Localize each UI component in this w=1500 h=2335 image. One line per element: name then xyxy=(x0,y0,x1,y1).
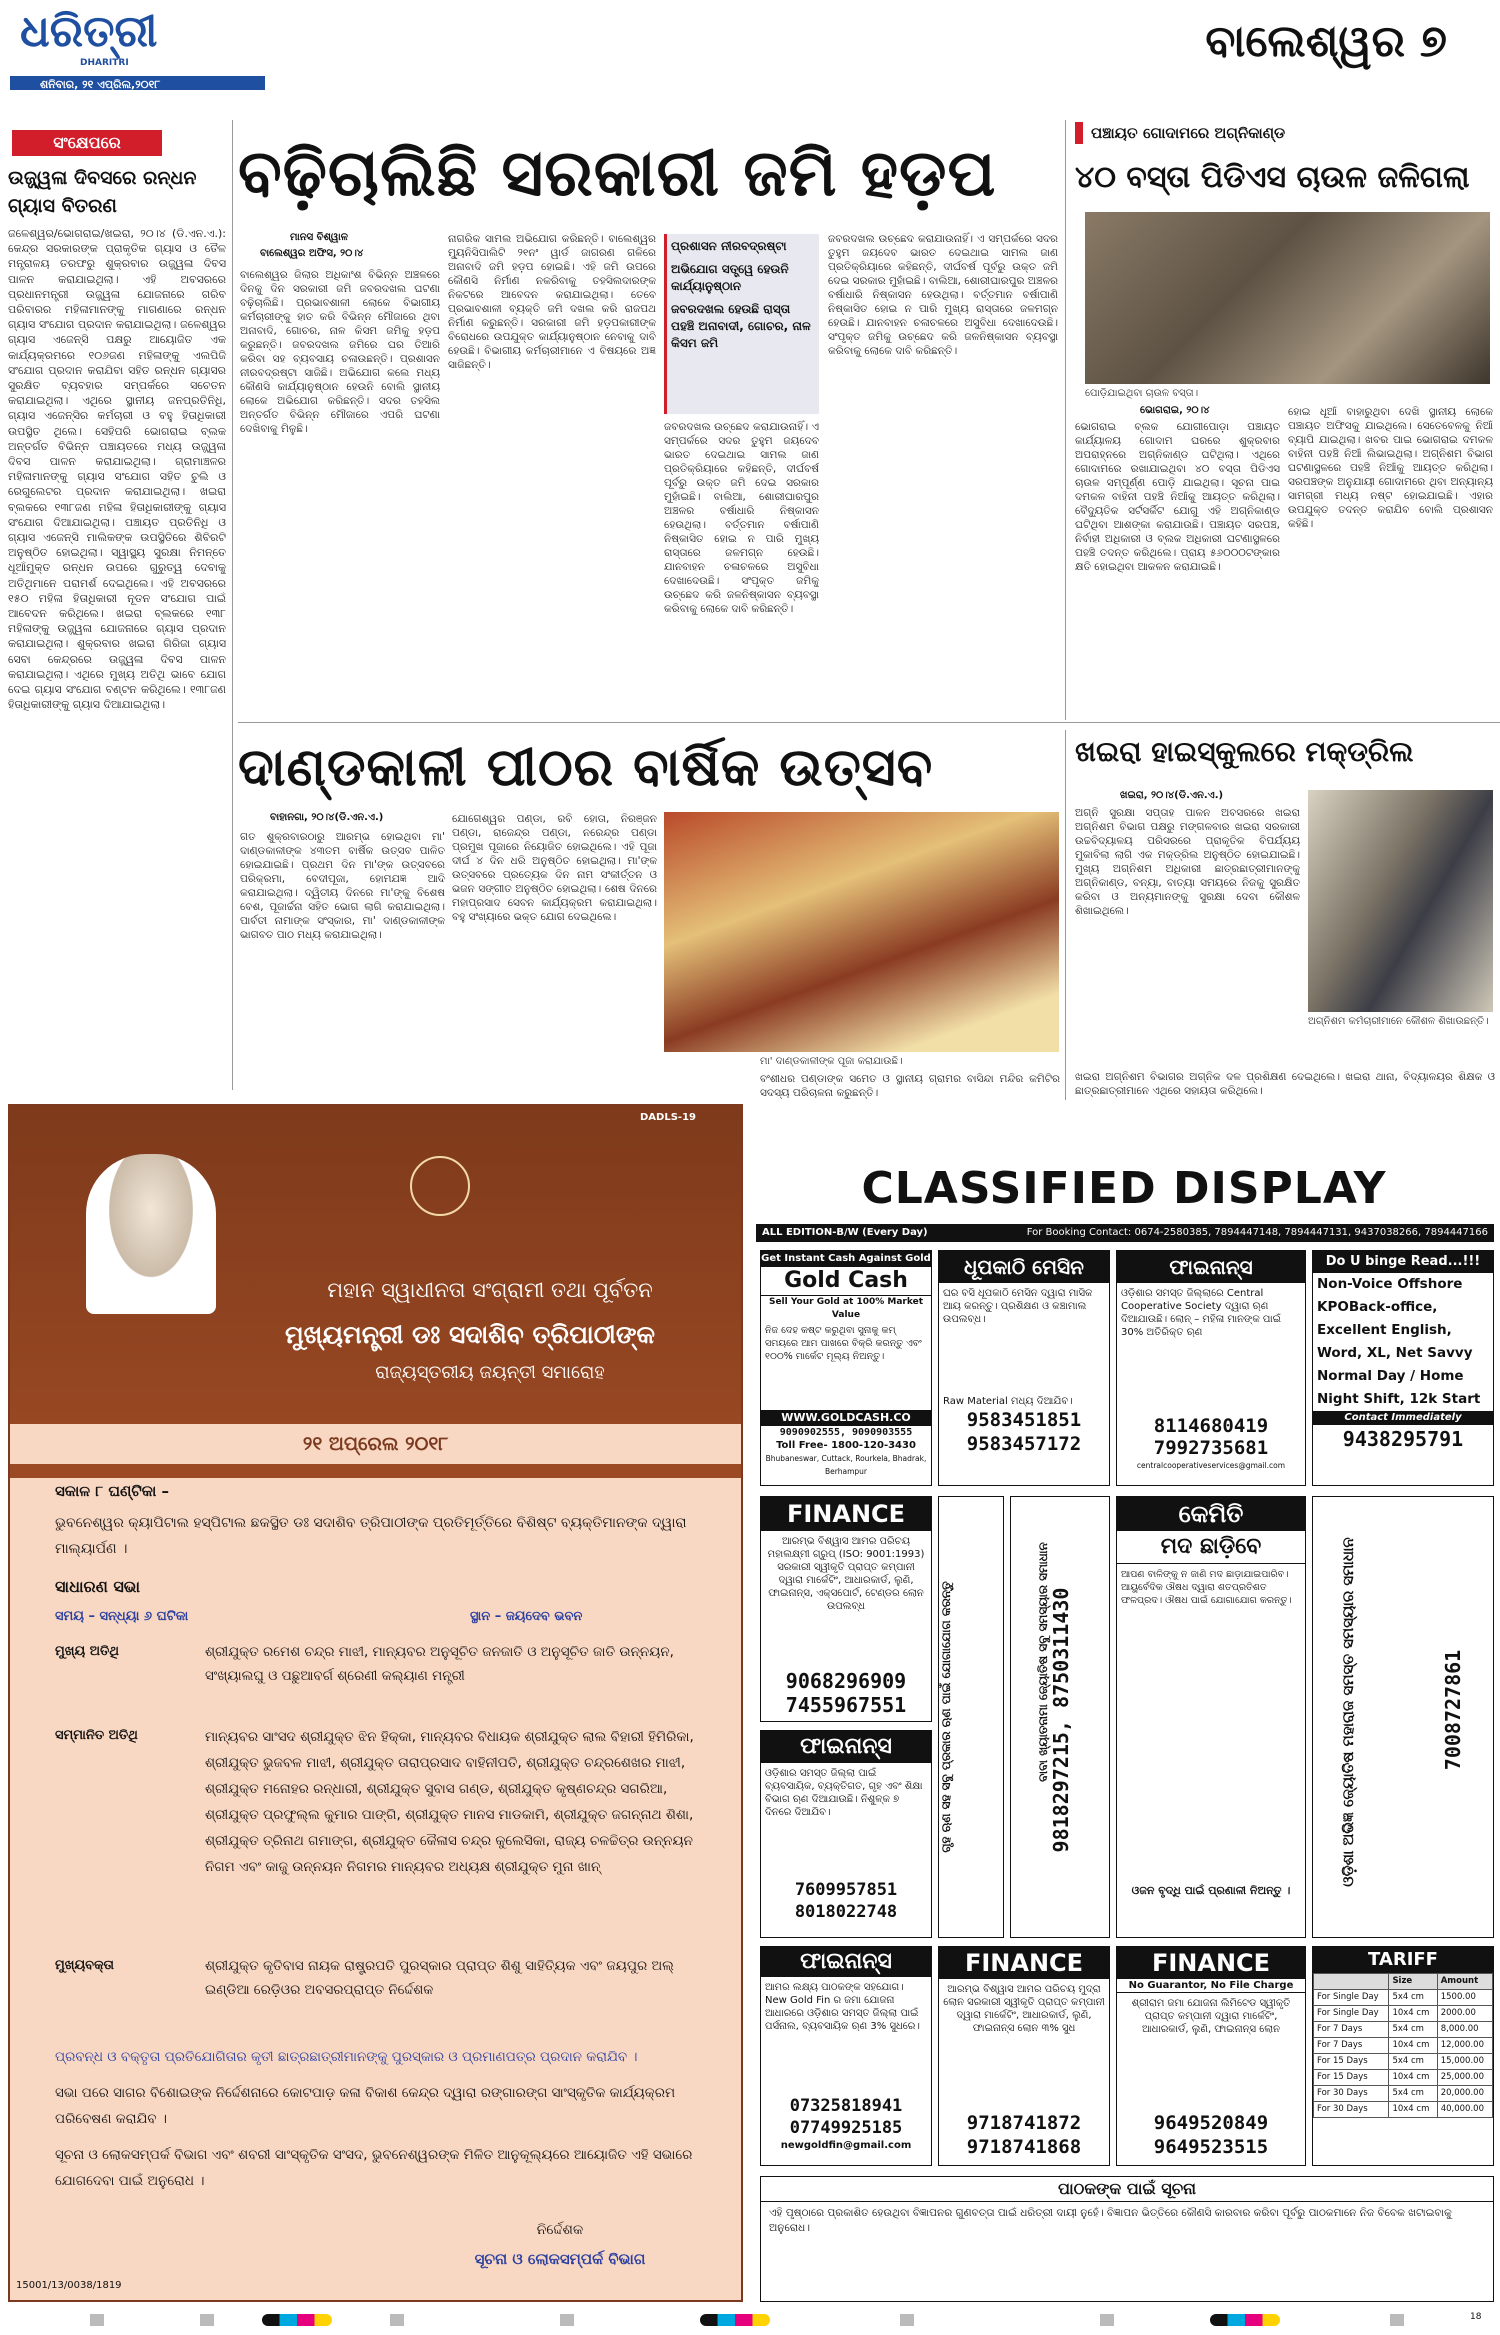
ad-phone: 9818297215, 8750311430 xyxy=(1049,1587,1073,1853)
govt-ad-date: ୨୧ ଅପ୍ରେଲ ୨୦୧୮ xyxy=(10,1424,741,1464)
ad-contact: Contact Immediately xyxy=(1313,1411,1493,1425)
temple-col1: ଗତ ଶୁକ୍ରବାରଠାରୁ ଆରମ୍ଭ ହୋଇଥିବା ମା' ଦାଣ୍ଡକାଳୀଙ୍କ ୪୩ତମ ବାର୍ଷିକ ଉତ୍ସବ ପାଳିତ ହୋଇଯାଇଛି। ପ୍ରଥମ ଦିନ ମା'ଙ୍କ ଉତ୍ସବରେ ପରିକ୍ରମା, ବେଦୀପୂଜା, ହୋମଯଜ୍ଞ ଆଦି କରାଯାଇଥିଲା। ଦ୍ୱିତୀୟ ଦିନରେ ମା'ଙ୍କୁ ବିଶେଷ ବେଶ, ପୂଜାର୍ଚ୍ଚନା ସହିତ ଭୋଗ ଲାଗି କରାଯାଇଥିଲା। ପାର୍ବତୀ ନାମାଙ୍କ ସଂସ୍କାର, ମା' ଦାଣ୍ଡକାଳୀଙ୍କ ଭାଗବତ ପାଠ ମଧ୍ୟ କରାଯାଇଥିଲା। xyxy=(240,831,445,941)
ad-title: Gold Cash xyxy=(761,1267,931,1296)
ad-finance-5 xyxy=(1116,1946,1306,2166)
ad-vertical-2 xyxy=(1010,1496,1110,1938)
page-number: ୭ xyxy=(1420,16,1447,67)
ad-phone: 7008727861 xyxy=(1441,1649,1465,1771)
table-cell: For Single Day xyxy=(1314,1990,1389,2006)
ad-head: ଧୂପକାଠି ମେସିନ xyxy=(939,1251,1109,1283)
highlight-item: ଜବରଦଖଲ ହେଉଛି ରାସ୍ତା ପହଞ୍ଚି ଅନାବାଦୀ, ଗୋଚର, ନାଳ କିସମ ଜମି xyxy=(671,302,811,350)
logo: ଧରିତ୍ରୀ xyxy=(20,6,158,57)
color-bar xyxy=(700,2314,770,2326)
note3: ସୂଚନା ଓ ଲୋକସମ୍ପର୍କ ବିଭାଗ ଏବଂ ଶବରୀ ସାଂସ୍କୃତିକ ସଂସଦ, ଭୁବନେଶ୍ୱରଙ୍କ ମିଳିତ ଆନୁକୂଲ୍ୟରେ ଆୟୋଜିତ ଏହି ସଭାରେ ଯୋଗଦେବା ପାଇଁ ଅନୁରୋଧ । xyxy=(55,2147,693,2189)
lead-highlights xyxy=(664,234,819,414)
ad-tollfree: Toll Free- 1800-120-3430 xyxy=(776,1440,916,1451)
drill-body: ଅଗ୍ନି ସୁରକ୍ଷା ସପ୍ତାହ ପାଳନ ଅବସରରେ ଖଇରା ଅଗ୍ନିଶମ ବିଭାଗ ପକ୍ଷରୁ ମଙ୍ଗଳବାର ଖଇରା ସରକାରୀ ଉଚ୍ଚବିଦ୍ୟାଳୟ ପରିସରରେ ପ୍ରାକୃତିକ ବିପର୍ଯ୍ୟୟ ମୁକାବିଲା ଲାଗି ଏକ ମକ୍‌ଡ୍ରିଲ ଅନୁଷ୍ଠିତ ହୋଇଯାଇଛି। ମୁଖ୍ୟ ଅଗ୍ନିଶମ ଅଧିକାରୀ ଛାତ୍ରଛାତ୍ରୀମାନଙ୍କୁ ଅଗ୍ନିକାଣ୍ଡ, ବନ୍ୟା, ବାତ୍ୟା ସମୟରେ ନିଜକୁ ସୁରକ୍ଷିତ କରିବା ଓ ଅନ୍ୟମାନଙ୍କୁ ସୁରକ୍ଷା ଦେବା କୌଶଳ ଶିଖାଇଥିଲେ। xyxy=(1075,807,1300,917)
masthead xyxy=(0,0,1500,90)
ad-body: ନିଜ ଦେହ କଷ୍ଟ କରୁଥିବା ସୁନାକୁ କମ୍ ସମୟରେ ଆମ ପାଖରେ ବିକ୍ରି କରନ୍ତୁ ଏବଂ ୧୦୦% ମାର୍କେଟ ମୂଲ୍ୟ ନିଅନ୍ତୁ। xyxy=(765,1325,922,1362)
meeting-label: ସାଧାରଣ ସଭା xyxy=(55,1577,141,1596)
ad-body: ଘର ବସି ଧୂପକାଠି ମେସିନ ଦ୍ୱାରା ମାସିକ ଆୟ କରନ୍ତୁ। ପ୍ରଶିକ୍ଷଣ ଓ କଞ୍ଚାମାଲ ଉପଲବ୍ଧ। xyxy=(943,1288,1093,1325)
ad-cities: Bhubaneswar, Cuttack, Rourkela, Bhadrak, Berhampur xyxy=(765,1454,927,1476)
table-cell: 8,000.00 xyxy=(1437,2022,1492,2038)
signoff2: ସୂଚନା ଓ ଲୋକସମ୍ପର୍କ ବିଭାଗ xyxy=(474,2250,646,2268)
color-bar xyxy=(262,2314,332,2326)
ad-vertical-text: ବାବା ଖ୍ୟାତନାମା ଜ୍ୟୋତିଷ ସବୁ ସମସ୍ୟାର ସମାଧାନ xyxy=(1036,1542,1050,1782)
ad-line: Word, XL, Net Savvy xyxy=(1317,1345,1473,1361)
table-cell: 5x4 cm xyxy=(1389,2054,1437,2070)
drill-dateline: ଖଇରା, ୨୦।୪(ଡି.ଏନ.ଏ.) xyxy=(1120,790,1224,801)
reader-notice xyxy=(760,2176,1494,2302)
ad-phone: 9583457172 xyxy=(966,1433,1082,1455)
drill-tail: ଖଇରା ଅଗ୍ନିଶମ ବିଭାଗର ଅଗ୍ନିକ ଦଳ ପ୍ରଶିକ୍ଷଣ ଦେଇଥିଲେ। ଖଇରା ଥାନା, ବିଦ୍ୟାଳୟର ଶିକ୍ଷକ ଓ ଛାତ୍ରଛାତ୍ରୀମାନେ ଏଥିରେ ସହାୟତା କରିଥିଲେ। xyxy=(1075,1071,1495,1097)
ad-line: Sell Your Gold at 100% Market Value xyxy=(768,1297,924,1320)
drill-headline: ଖଇରା ହାଇସ୍କୁଲରେ ମକ୍‌ଡ୍ରିଲ xyxy=(1075,735,1414,768)
table-cell: 2000.00 xyxy=(1437,2006,1492,2022)
table-row xyxy=(1314,2086,1493,2102)
ad-finance-coop xyxy=(1116,1250,1306,1486)
ad-dhoop-machine xyxy=(938,1250,1110,1486)
table-cell: For 15 Days xyxy=(1314,2070,1389,2086)
govt-ad-code: DADLS-19 xyxy=(640,1112,696,1123)
table-row xyxy=(1314,1990,1493,2006)
table-cell: 5x4 cm xyxy=(1389,2022,1437,2038)
ad-email: centralcooperativeservices@gmail.com xyxy=(1136,1461,1286,1470)
ad-head: ଫାଇନାନ୍ସ xyxy=(761,1947,931,1977)
ad-phone: 9438295791 xyxy=(1342,1427,1464,1451)
table-cell: 1500.00 xyxy=(1437,1990,1492,2006)
table-row xyxy=(1314,2102,1493,2118)
ad-head: Do U binge Read...!!! xyxy=(1313,1251,1493,1273)
ad-line: KPOBack-office, xyxy=(1317,1299,1438,1315)
fire-headline: ୪୦ ବସ୍ତା ପିଡିଏସ ଚାଉଳ ଜଳିଗଲା xyxy=(1075,160,1470,195)
brief-tag: ସଂକ୍ଷେପରେ xyxy=(12,130,162,156)
classified-title: CLASSIFIED DISPLAY xyxy=(861,1163,1387,1214)
table-cell: 40,000.00 xyxy=(1437,2102,1492,2118)
ad-vertical-text: ଗୃହ ଋଣ ସହ ସବୁ ପ୍ରକାର ଋଣ ପାଇଁ ଯୋଗାଯୋଗ କରନ୍ତୁ xyxy=(939,1581,953,1853)
edition-name: ବାଲେଶ୍ୱର xyxy=(1205,16,1405,67)
ad-footer: ଓଜନ ବୃଦ୍ଧି ପାଇଁ ପ୍ରଣାଳୀ ନିଅନ୍ତୁ । xyxy=(1131,1884,1291,1897)
ad-head: Get Instant Cash Against Gold xyxy=(761,1251,931,1267)
rule xyxy=(1065,120,1066,720)
lead-col1: ବାଲେଶ୍ୱର ଜିଲାର ଅଧିକାଂଶ ବିଭିନ୍ନ ଅଞ୍ଚଳରେ ଦିନକୁ ଦିନ ସରକାରୀ ଜମି ଜବରଦଖଲ ଘଟଣା ବଢ଼ିଚାଲିଛି। ପ୍ରଭାବଶାଳୀ ଲୋକେ ବିଭାଗୀୟ କର୍ମଚାରୀଙ୍କୁ ହାତ କରି ବିଭିନ୍ନ ମୌଜାରେ ଥିବା ଅନାବାଦି, ଗୋଚର, ନାଳ କିସମ ଜମିକୁ ହଡ଼ପ କରୁଛନ୍ତି। ଜବରଦଖଲ ଜମିରେ ଘର ତିଆରି କରିବା ସହ ବ୍ୟବସାୟ ଚଳାଉଛନ୍ତି। ପ୍ରଶାସନ ନୀରବଦ୍ରଷ୍ଟା ସାଜିଛି। ଅଭିଯୋଗ କଲେ ମଧ୍ୟ କୌଣସି କାର୍ଯ୍ୟାନୁଷ୍ଠାନ ହେଉନି ବୋଲି ସ୍ଥାନୀୟ ଲୋକେ ଅଭିଯୋଗ କରିଛନ୍ତି। ସଦର ତହସିଲ ଅନ୍ତର୍ଗତ ବିଭିନ୍ନ ମୌଜାରେ ଏପରି ଘଟଣା ଦେଖିବାକୁ ମିଳୁଛି। xyxy=(240,269,440,435)
temple-photo xyxy=(664,812,1059,1052)
ad-phone: 7609957851 xyxy=(794,1880,898,1900)
morning-label: ସକାଳ ୮ ଘଣ୍ଟିକା – xyxy=(55,1482,169,1500)
rule xyxy=(238,722,1500,723)
brief-body: ଜଳେଶ୍ୱର/ଭୋଗରାଇ/ଖଇରା, ୨୦।୪ (ଡି.ଏନ.ଏ.): କେନ୍ଦ୍ର ସରକାରଙ୍କ ପ୍ରାକୃତିକ ଗ୍ୟାସ ଓ ତୈଳ ମନ୍ତ୍ରାଳୟ ତରଫରୁ ଶୁକ୍ରବାର ଉଜ୍ଜ୍ୱଳା ଦିବସ ପାଳନ କରାଯାଇଥିଲା। ଏହି ଅବସରରେ ପ୍ରଧାନମନ୍ତ୍ରୀ ଉଜ୍ଜ୍ୱଳା ଯୋଜନାରେ ଗରିବ ପରିବାରର ମହିଳାମାନଙ୍କୁ ମାଗଣାରେ ରନ୍ଧନ ଗ୍ୟାସ ସଂଯୋଗ ପ୍ରଦାନ କରାଯାଇଥିଲା। ଜଳେଶ୍ୱର ଗ୍ୟାସ ଏଜେନ୍ସି ପକ୍ଷରୁ ଆୟୋଜିତ ଏକ କାର୍ଯ୍ୟକ୍ରମରେ ୧୦୬ଜଣ ମହିଳାଙ୍କୁ ଏଲପିଜି ସଂଯୋଗ ପ୍ରଦାନ କରାଯିବା ସହିତ ରନ୍ଧନ ଗ୍ୟାସର ସୁରକ୍ଷିତ ବ୍ୟବହାର ସମ୍ପର୍କରେ ସଚେତନ କରାଯାଇଥିଲା। ଏଥିରେ ସ୍ଥାନୀୟ ଜନପ୍ରତିନିଧି, ଗ୍ୟାସ ଏଜେନ୍ସିର କର୍ମଚାରୀ ଓ ବହୁ ହିତାଧିକାରୀ ଉପସ୍ଥିତ ଥିଲେ। ସେହିପରି ଭୋଗରାଇ ବ୍ଲକ ଅନ୍ତର୍ଗତ ବିଭିନ୍ନ ପଞ୍ଚାୟତରେ ମଧ୍ୟ ଉଜ୍ଜ୍ୱଳା ଦିବସ ପାଳନ କରାଯାଇଥିଲା। ଗ୍ରାମାଞ୍ଚଳର ମହିଳାମାନଙ୍କୁ ଗ୍ୟାସ ସଂଯୋଗ ସହିତ ଚୁଲି ଓ ରେଗୁଲେଟର ପ୍ରଦାନ କରାଯାଇଥିଲା। ଖଇରା ବ୍ଲକରେ ୧୩୮ଜଣ ମହିଳା ହିତାଧିକାରୀଙ୍କୁ ଗ୍ୟାସ ସଂଯୋଗ ଦିଆଯାଇଥିଲା। ପଞ୍ଚାୟତ ପ୍ରତିନିଧି ଓ ଗ୍ୟାସ ଏଜେନ୍ସି ମାଲିକଙ୍କ ଉପସ୍ଥିତିରେ ଶିବିରଟି ଅନୁଷ୍ଠିତ ହୋଇଥିଲା। ସ୍ୱାସ୍ଥ୍ୟ ସୁରକ୍ଷା ନିମନ୍ତେ ଧୂଆଁମୁକ୍ତ ରନ୍ଧନ ଉପରେ ଗୁରୁତ୍ୱ ଦେବାକୁ ଅତିଥିମାନେ ପରାମର୍ଶ ଦେଇଥିଲେ। ଏହି ଅବସରରେ ୧୫୦ ମହିଳା ହିତାଧିକାରୀ ନୂତନ ସଂଯୋଗ ପାଇଁ ଆବେଦନ କରିଥିଲେ। ଖଇରା ବ୍ଲକରେ ୧୩୮ ମହିଳାଙ୍କୁ ଉଜ୍ଜ୍ୱଳା ଯୋଜନାରେ ଗ୍ୟାସ ପ୍ରଦାନ କରାଯାଇଥିଲା। ଶୁକ୍ରବାର ଖଇରା ଗିରିଜା ଗ୍ୟାସ ସେବା କେନ୍ଦ୍ରରେ ଉଜ୍ଜ୍ୱଳା ଦିବସ ପାଳନ କରାଯାଇଥିଲା। ଏଥିରେ ମୁଖ୍ୟ ଅତିଥି ଭାବେ ଯୋଗ ଦେଇ ଗ୍ୟାସ ସଂଯୋଗ ବଣ୍ଟନ କରିଥିଲେ। ୧୩୮ଜଣ ହିତାଧିକାରୀଙ୍କୁ ଗ୍ୟାସ ଦିଆଯାଇଥିଲା। xyxy=(8,227,226,712)
highlight-item: ଅଭିଯୋଗ ସତ୍ତ୍ୱେ ହେଉନି କାର୍ଯ୍ୟାନୁଷ୍ଠାନ xyxy=(671,262,789,293)
table-row xyxy=(1314,1974,1493,1990)
register-mark xyxy=(90,2314,104,2326)
ad-phone: 9718741872 xyxy=(966,2112,1082,2134)
table-row xyxy=(1314,2006,1493,2022)
ad-line: Non-Voice Offshore xyxy=(1317,1276,1463,1292)
ad-line: Normal Day / Home xyxy=(1317,1368,1464,1384)
temple-headline: ଦାଣ୍ଡକାଳୀ ପୀଠର ବାର୍ଷିକ ଉତ୍ସବ xyxy=(238,738,934,798)
ad-vertical-1 xyxy=(938,1496,1004,1938)
table-cell: For 7 Days xyxy=(1314,2022,1389,2038)
tariff-title: TARIFF xyxy=(1313,1947,1493,1973)
edition-label: ALL EDITION-B/W (Every Day) xyxy=(762,1227,928,1238)
lead-col2: ନାଗରିକ ସାମଲ ଅଭିଯୋଗ କରିଛନ୍ତି। ବାଲେଶ୍ୱର ମ୍ୟୁନିସିପାଲିଟି ୨୧ନଂ ୱାର୍ଡ ଜାଗରଣ ଗଳିରେ ଅନାବାଦି ଜମି ହଡ଼ପ ହୋଇଛି। ଏହି ଜମି ଉପରେ କୌଣସି ନିର୍ମାଣ ନକରିବାକୁ ତହସିଲଦାରଙ୍କ ନିକଟରେ ଆବେଦନ କରାଯାଇଥିଲା। ତେବେ ପ୍ରଭାବଶାଳୀ ବ୍ୟକ୍ତି ଜମି ଦଖଲ କରି ରାଜପଥ ନିର୍ମାଣ କରୁଛନ୍ତି। ସରକାରୀ ଜମି ହଡ଼ପକାରୀଙ୍କ ବିରୋଧରେ ଉପଯୁକ୍ତ କାର୍ଯ୍ୟାନୁଷ୍ଠାନ ନେବାକୁ ଦାବି ହେଉଛି। ବିଭାଗୀୟ କର୍ମଚାରୀମାନେ ଏ ବିଷୟରେ ଅଜ୍ଞ ସାଜିଛନ୍ତି। xyxy=(448,233,656,371)
govt-ad-title3: ରାଜ୍ୟସ୍ତରୀୟ ଜୟନ୍ତୀ ସମାରୋହ xyxy=(375,1362,605,1383)
ad-body: ଆରମ୍ଭ ବିଶ୍ୱାସ ଆମର ପରିଚୟ ମହାଲକ୍ଷ୍ମୀ ଗ୍ରୁପ୍ (ISO: 9001:1993) ସରକାରୀ ସ୍ୱୀକୃତି ପ୍ରାପ୍ତ କମ୍ପାନୀ ଦ୍ୱାରା ମାର୍କେଟିଂ, ଆଧାରକାର୍ଡ, ଲୁଣି, ଫାଇନାନ୍ସ, ଏକ୍ସପୋର୍ଟ, ଟେଣ୍ଡର ଲୋନ ଉପଲବ୍ଧ xyxy=(767,1536,925,1612)
ad-head: FINANCE xyxy=(1117,1947,1305,1979)
ad-sub: No Guarantor, No File Charge xyxy=(1117,1979,1305,1993)
ad-phone: 9649523515 xyxy=(1153,2136,1269,2158)
ad-head: FINANCE xyxy=(939,1947,1109,1979)
notice-text: ଏହି ପୃଷ୍ଠାରେ ପ୍ରକାଶିତ ହେଉଥିବା ବିଜ୍ଞାପନର ଗୁଣବତ୍ତା ପାଇଁ ଧରିତ୍ରୀ ଦାୟୀ ନୁହେଁ। ବିଜ୍ଞାପନ ଭିତ୍ତିରେ କୌଣସି କାରବାର କରିବା ପୂର୍ବରୁ ପାଠକମାନେ ନିଜ ବିବେକ ଖଟାଇବାକୁ ଅନୁରୋଧ। xyxy=(769,2207,1452,2234)
ad-phone: 7992735681 xyxy=(1153,1437,1269,1459)
ad-line: Night Shift, 12k Start xyxy=(1317,1391,1481,1407)
register-mark xyxy=(390,2314,404,2326)
note1: ପ୍ରବନ୍ଧ ଓ ବକ୍ତୃତା ପ୍ରତିଯୋଗିତାର କୃତୀ ଛାତ୍ରଛାତ୍ରୀମାନଙ୍କୁ ପୁରସ୍କାର ଓ ପ୍ରମାଣପତ୍ର ପ୍ରଦାନ କରାଯିବ । xyxy=(55,2049,638,2065)
register-mark xyxy=(900,2314,914,2326)
table-row xyxy=(1314,2070,1493,2086)
table-row xyxy=(1314,2054,1493,2070)
register-mark xyxy=(560,2314,574,2326)
ad-phone: 07325818941 xyxy=(789,2096,903,2116)
rule xyxy=(1065,730,1066,1100)
brief-headline: ଉଜ୍ଜ୍ୱଳା ଦିବସରେ ରନ୍ଧନ ଗ୍ୟାସ ବିତରଣ xyxy=(8,167,197,217)
logo-sub: DHARITRI xyxy=(80,58,129,68)
ad-email: newgoldfin@gmail.com xyxy=(780,2140,912,2151)
honored-label: ସମ୍ମାନିତ ଅତିଥି xyxy=(55,1728,138,1743)
fire-caption: ପୋଡ଼ିଯାଇଥିବା ଚାଉଳ ବସ୍ତା। xyxy=(1085,388,1199,399)
ad-finance-3 xyxy=(760,1946,932,2166)
table-cell: For 7 Days xyxy=(1314,2038,1389,2054)
lead-dateline: ବାଲେଶ୍ୱର ଅଫିସ, ୨୦।୪ xyxy=(260,248,364,259)
fire-kicker: ପଞ୍ଚାୟତ ଗୋଦାମରେ ଅଗ୍ନିକାଣ୍ଡ xyxy=(1075,122,1485,144)
ad-finance-2 xyxy=(760,1730,932,1938)
table-header xyxy=(1314,1974,1389,1990)
ad-quit-liquor xyxy=(1116,1496,1306,1938)
table-cell: 20,000.00 xyxy=(1437,2086,1492,2102)
table-cell: 25,000.00 xyxy=(1437,2070,1492,2086)
ad-body: ଆପଣ ବାଳିଙ୍କୁ ନ ଜାଣି ମଦ ଛାଡ଼ାଯାଇପାରିବ। ଆୟୁର୍ବେଦିକ ଔଷଧ ଦ୍ୱାରା ଶତପ୍ରତିଶତ ଫଳପ୍ରଦ। ଔଷଧ ପାଇଁ ଯୋଗାଯୋଗ କରନ୍ତୁ। xyxy=(1121,1569,1292,1606)
emblem-icon xyxy=(410,1156,470,1216)
fire-photo xyxy=(1085,212,1490,384)
ad-finance-4 xyxy=(938,1946,1110,2166)
table-header: Amount xyxy=(1437,1974,1492,1990)
ad-head: ଫାଇନାନ୍ସ xyxy=(1117,1251,1305,1283)
ad-body: ଆରମ୍ଭ ବିଶ୍ୱାସ ଆମର ପରିଚୟ ମୁଦ୍ରା ଲୋନ ସରକାରୀ ସ୍ୱୀକୃତି ପ୍ରାପ୍ତ କମ୍ପାନୀ ଦ୍ୱାରା ମାର୍କେଟିଂ, ଆଧାରକାର୍ଡ, ଲୁଣି, ଫାଇନାନ୍ସ ଲୋନ ୩% ସୁଧ xyxy=(943,1984,1105,2034)
speaker-label: ମୁଖ୍ୟବକ୍ତା xyxy=(55,1958,114,1973)
ad-raw: Raw Material ମଧ୍ୟ ଦିଆଯିବ। xyxy=(943,1396,1073,1407)
note2: ସଭା ପରେ ସାଗର ବିଶୋଇଙ୍କ ନିର୍ଦ୍ଦେଶନାରେ କୋଟପାଡ଼ କଳା ବିକାଶ କେନ୍ଦ୍ର ଦ୍ୱାରା ରଙ୍ଗାରଙ୍ଗ ସାଂସ୍କୃତିକ କାର୍ଯ୍ୟକ୍ରମ ପରିବେଷଣ କରାଯିବ । xyxy=(55,2085,676,2127)
chief-label: ମୁଖ୍ୟ ଅତିଥି xyxy=(55,1644,119,1659)
table-row xyxy=(1314,2038,1493,2054)
color-bar xyxy=(1210,2314,1280,2326)
tariff-box xyxy=(1312,1946,1494,2166)
ad-line: Excellent English, xyxy=(1317,1322,1452,1338)
lead-col4: ଜବରଦଖଲ ଉଚ୍ଛେଦ କରାଯାଉନାହିଁ। ଏ ସମ୍ପର୍କରେ ସଦର ତୁହୁମ ଜୟଦେବ ଭାରତ ଦେଇଥାଇ ସାମଲ ଜାଣ ପ୍ରତିକ୍ରିୟାରେ କହିଛନ୍ତି, ଦୀର୍ଘବର୍ଷ ପୂର୍ବରୁ ଉକ୍ତ ଜମି ଦେଇ ସରକାର ମୁହାଁଇଛି। ବାଲିଆ, ଶୋରୀଘାରପୁର ଅଞ୍ଚଳର ବର୍ଷାଧାରି ନିଷ୍କାସନ ହେଉଥିଲା। ବର୍ତ୍ତମାନ ବର୍ଷାପାଣି ନିଷ୍କାସିତ ହୋଇ ନ ପାରି ମୁଖ୍ୟ ରାସ୍ତାରେ ଜଳମଗ୍ନ ହେଉଛି। ଯାନବାହନ ଚଳାଚଳରେ ଅସୁବିଧା ଦେଖାଦେଉଛି। ସଂପୃକ୍ତ ଜମିକୁ ଉଚ୍ଛେଦ କରି ଜଳନିଷ୍କାସନ ବ୍ୟବସ୍ଥା କରିବାକୁ ଲୋକେ ଦାବି କରିଛନ୍ତି। xyxy=(828,233,1058,357)
time-label: ସମୟ – ସନ୍ଧ୍ୟା ୬ ଘଟିକା xyxy=(55,1609,189,1624)
table-cell: 12,000.00 xyxy=(1437,2038,1492,2054)
ad-phone: 9090902555, 9090903555 xyxy=(779,1427,913,1438)
ad-phone: 9718741868 xyxy=(966,2136,1082,2158)
ad-vertical-text: ଓଡ଼ିଶା ଅଭିଜ୍ଞ ଜ୍ୟୋତିଷ ମହାରାଜ ସମସ୍ତ ସମସ୍ୟାର ସମାଧାନ xyxy=(1339,1537,1357,1887)
table-cell: 5x4 cm xyxy=(1389,1990,1437,2006)
lead-headline: ବଢ଼ିଚାଲିଛି ସରକାରୀ ଜମି ହଡ଼ପ xyxy=(238,137,997,211)
notice-title: ପାଠକଙ୍କ ପାଇଁ ସୂଚନା xyxy=(761,2177,1493,2202)
ad-phone: 07749925185 xyxy=(789,2118,903,2138)
morning-text: ଭୁବନେଶ୍ୱର କ୍ୟାପିଟାଲ ହସ୍ପିଟାଲ ଛକସ୍ଥିତ ଡଃ ସଦାଶିବ ତ୍ରିପାଠୀଙ୍କ ପ୍ରତିମୂର୍ତ୍ତିରେ ବିଶିଷ୍ଟ ବ୍ୟକ୍ତିମାନଙ୍କ ଦ୍ୱାରା ମାଲ୍ୟାର୍ପଣ । xyxy=(55,1515,687,1557)
govt-ad xyxy=(8,1104,743,2302)
signoff1: ନିର୍ଦ୍ଦେଶକ xyxy=(536,2222,584,2238)
ad-body: ଓଡ଼ିଶାର ସମସ୍ତ ଜିଲ୍ଲାରେ Central Cooperative Society ଦ୍ୱାରା ଋଣ ଦିଆଯାଉଛି। ଲୋନ୍ – ମହିଳା ମାନଙ୍କ ପାଇଁ 30% ଅତିରିକ୍ତ ଋଣ xyxy=(1121,1288,1281,1338)
ad-head: କେମିତି xyxy=(1117,1497,1305,1531)
temple-tail: ବଂଶୀଧର ପଣ୍ଡାଙ୍କ ସମେତ ଓ ସ୍ଥାନୀୟ ଗ୍ରାମର ବାସିନ୍ଦା ମନ୍ଦିର କମିଟିର ସଦସ୍ୟ ପରିଚାଳନା କରୁଛନ୍ତି। xyxy=(760,1073,1060,1099)
fire-body2: ହୋଇ ଧୂଆଁ ବାହାରୁଥିବା ଦେଖି ସ୍ଥାନୀୟ ଲୋକେ ପଞ୍ଚାୟତ ଅଫିସକୁ ଯାଇଥିଲେ। ସେତେବେଳକୁ ନିଆଁ ବ୍ୟାପି ଯାଇଥିଲା। ଖବର ପାଇ ଭୋଗରାଇ ଦମକଳ ବାହିନୀ ପହଞ୍ଚି ନିଆଁ ଲିଭାଇଥିଲା। ଅଗ୍ନିଶମ ବିଭାଗ ଘଟଣାସ୍ଥଳରେ ପହଞ୍ଚି ନିଆଁକୁ ଆୟତ୍ତ କରିଥିଲା। ସରପଞ୍ଚଙ୍କ ଅନୁଯାୟୀ ଗୋଦାମରେ ଥିବା ଅନ୍ୟାନ୍ୟ ସାମଗ୍ରୀ ମଧ୍ୟ ନଷ୍ଟ ହୋଇଯାଇଛି। ଏହାର ଉପଯୁକ୍ତ ତଦନ୍ତ କରାଯିବ ବୋଲି ପ୍ରଶାସନ କହିଛି। xyxy=(1288,406,1493,530)
ad-head: ଫାଇନାନ୍ସ xyxy=(761,1731,931,1763)
footer xyxy=(0,2310,1500,2335)
honored-text: ମାନ୍ୟବର ସାଂସଦ ଶ୍ରୀଯୁକ୍ତ ଝିନ ହିକ୍କା, ମାନ୍ୟବର ବିଧାୟକ ଶ୍ରୀଯୁକ୍ତ ଲାଲ ବିହାରୀ ହିମିରିକା, ଶ୍ରୀଯୁକ୍ତ ଭୁଜବଳ ମାଝୀ, ଶ୍ରୀଯୁକ୍ତ ତାରାପ୍ରସାଦ ବାହିନୀପତି, ଶ୍ରୀଯୁକ୍ତ ଚନ୍ଦ୍ରଶେଖର ମାଝୀ, ଶ୍ରୀଯୁକ୍ତ ମନୋହର ରନ୍ଧାରୀ, ଶ୍ରୀଯୁକ୍ତ ସୁବାସ ଗଣ୍ଡ, ଶ୍ରୀଯୁକ୍ତ କୃଷ୍ଣଚନ୍ଦ୍ର ସଗରିଆ, ଶ୍ରୀଯୁକ୍ତ ପ୍ରଫୁଲ୍ଲ କୁମାର ପାଙ୍ଗି, ଶ୍ରୀଯୁକ୍ତ ମାନସ ମାଡକାମି, ଶ୍ରୀଯୁକ୍ତ ଜଗନ୍ନାଥ ଶିଶା, ଶ୍ରୀଯୁକ୍ତ ତ୍ରିନାଥ ଗମାଙ୍ଗ, ଶ୍ରୀଯୁକ୍ତ କୈଳାସ ଚନ୍ଦ୍ର କୁଲେସିକା, ରାଜ୍ୟ ଚଳଚ୍ଚିତ୍ର ଉନ୍ନୟନ ନିଗମ ଏବଂ କାଜୁ ଉନ୍ନୟନ ନିଗମର ମାନ୍ୟବର ଅଧ୍ୟକ୍ଷ ଶ୍ରୀଯୁକ୍ତ ମୁନା ଖାନ୍ xyxy=(205,1729,694,1875)
govt-ad-title2: ମୁଖ୍ୟମନ୍ତ୍ରୀ ଡଃ ସଦାଶିବ ତ୍ରିପାଠୀଙ୍କ xyxy=(284,1320,656,1349)
register-mark xyxy=(200,2314,214,2326)
booking-contact: For Booking Contact: 0674-2580385, 7894447148, 7894447131, 9437038266, 7894447166 xyxy=(1026,1227,1488,1238)
table-cell: For Single Day xyxy=(1314,2006,1389,2022)
chief-text: ଶ୍ରୀଯୁକ୍ତ ରମେଶ ଚନ୍ଦ୍ର ମାଝୀ, ମାନ୍ୟବର ଅନୁସୂଚିତ ଜନଜାତି ଓ ଅନୁସୂଚିତ ଜାତି ଉନ୍ନୟନ, ସଂଖ୍ୟାଲଘୁ ଓ ପଛୁଆବର୍ଗ ଶ୍ରେଣୀ କଲ୍ୟାଣ ମନ୍ତ୍ରୀ xyxy=(205,1644,674,1684)
temple-caption: ମା' ଦାଣ୍ଡକାଳୀଙ୍କ ପୂଜା କରାଯାଉଛି। xyxy=(760,1056,903,1067)
ad-head: FINANCE xyxy=(761,1497,931,1531)
ad-subhead: ମଦ ଛାଡ଼ିବେ xyxy=(1117,1531,1305,1564)
ad-vertical-3 xyxy=(1312,1496,1494,1938)
ad-body: ଆମର ଲକ୍ଷ୍ୟ ପାଠକଙ୍କ ସହଯୋଗ। New Gold Fin ର ଜମା ଯୋଜନା ଆଧାରରେ ଓଡ଼ିଶାର ସମସ୍ତ ଜିଲ୍ଲା ପାଇଁ ପର୍ସନାଲ, ବ୍ୟବସାୟିକ ଋଣ 3% ସୁଧରେ। xyxy=(765,1982,920,2032)
table-cell: 15,000.00 xyxy=(1437,2054,1492,2070)
ad-phone: 7455967551 xyxy=(785,1693,907,1717)
table-cell: 10x4 cm xyxy=(1389,2006,1437,2022)
temple-dateline: ବାହାନଗା, ୨୦।୪(ଡି.ଏନ.ଏ.) xyxy=(270,812,384,823)
register-mark xyxy=(1390,2314,1404,2326)
ad-phone: 9649520849 xyxy=(1153,2112,1269,2134)
table-cell: For 30 Days xyxy=(1314,2102,1389,2118)
lead-col3: ଜବରଦଖଲ ଉଚ୍ଛେଦ କରାଯାଉନାହିଁ। ଏ ସମ୍ପର୍କରେ ସଦର ତୁହୁମ ଜୟଦେବ ଭାରତ ଦେଇଥାଇ ସାମଲ ଜାଣ ପ୍ରତିକ୍ରିୟାରେ କହିଛନ୍ତି, ଦୀର୍ଘବର୍ଷ ପୂର୍ବରୁ ଉକ୍ତ ଜମି ଦେଇ ସରକାର ମୁହାଁଇଛି। ବାଲିଆ, ଶୋରୀଘାରପୁର ଅଞ୍ଚଳର ବର୍ଷାଧାରି ନିଷ୍କାସନ ହେଉଥିଲା। ବର୍ତ୍ତମାନ ବର୍ଷାପାଣି ନିଷ୍କାସିତ ହୋଇ ନ ପାରି ମୁଖ୍ୟ ରାସ୍ତାରେ ଜଳମଗ୍ନ ହେଉଛି। ଯାନବାହନ ଚଳାଚଳରେ ଅସୁବିଧା ଦେଖାଦେଉଛି। ସଂପୃକ୍ତ ଜମିକୁ ଉଚ୍ଛେଦ କରି ଜଳନିଷ୍କାସନ ବ୍ୟବସ୍ଥା କରିବାକୁ ଲୋକେ ଦାବି କରିଛନ୍ତି। xyxy=(664,421,819,615)
table-cell: 10x4 cm xyxy=(1389,2070,1437,2086)
ad-finance-1 xyxy=(760,1496,932,1722)
table-header: Size xyxy=(1389,1974,1437,1990)
table-row xyxy=(1314,2022,1493,2038)
highlight-item: ପ୍ରଶାସନ ନୀରବଦ୍ରଷ୍ଟା xyxy=(671,239,787,253)
table-cell: 10x4 cm xyxy=(1389,2102,1437,2118)
temple-col2: ଯୋଗେଶ୍ୱର ପଣ୍ଡା, ରବି ହୋତା, ନିରଞ୍ଜନ ପଣ୍ଡା, ରାଜେନ୍ଦ୍ର ପଣ୍ଡା, ନରେନ୍ଦ୍ର ପଣ୍ଡା ପ୍ରମୁଖ ପୂଜାରେ ନିୟୋଜିତ ହୋଇଥିଲେ। ଏହି ପୂଜା ଦୀର୍ଘ ୪ ଦିନ ଧରି ଅନୁଷ୍ଠିତ ହୋଇଥିଲା। ମା'ଙ୍କ ଉତ୍ସବରେ ପ୍ରତ୍ୟେକ ଦିନ ନାମ ସଂକୀର୍ତ୍ତନ ଓ ଭଜନ ସଙ୍ଗୀତ ଅନୁଷ୍ଠିତ ହୋଇଥିଲା। ଶେଷ ଦିନରେ ମହାପ୍ରସାଦ ସେବନ କାର୍ଯ୍ୟକ୍ରମ କରାଯାଇଥିଲା। ବହୁ ସଂଖ୍ୟାରେ ଭକ୍ତ ଯୋଗ ଦେଇଥିଲେ। xyxy=(452,813,657,923)
drill-photo xyxy=(1308,790,1493,1012)
venue-label: ସ୍ଥାନ – ଜୟଦେବ ଭବନ xyxy=(470,1609,583,1624)
ad-phone: 8018022748 xyxy=(794,1902,898,1922)
drill-caption: ଅଗ୍ନିଶମ କର୍ମଚାରୀମାନେ କୌଶଳ ଶିଖାଉଛନ୍ତି। xyxy=(1308,1016,1489,1027)
ad-phone: 8114680419 xyxy=(1153,1415,1269,1437)
ad-phone: 9583451851 xyxy=(966,1409,1082,1431)
fire-dateline: ଭୋଗରାଇ, ୨୦।୪ xyxy=(1140,405,1210,416)
footer-page-num: 18 xyxy=(1470,2312,1482,2322)
rule xyxy=(232,120,233,1090)
ad-web: WWW.GOLDCASH.CO xyxy=(761,1410,931,1426)
date-line: ଶନିବାର, ୨୧ ଏପ୍ରିଲ,୨୦୧୮ xyxy=(10,76,265,90)
speaker-text: ଶ୍ରୀଯୁକ୍ତ କୃତିବାସ ନାୟକ ରାଷ୍ଟ୍ରପତି ପୁରସ୍କାର ପ୍ରାପ୍ତ ଶିଶୁ ସାହିତ୍ୟିକ ଏବଂ ଜୟପୁର ଅଲ୍ ଇଣ୍ଡିଆ ରେଡ଼ିଓର ଅବସରପ୍ରାପ୍ତ ନିର୍ଦ୍ଦେଶକ xyxy=(205,1958,674,1998)
fire-body: ଭୋଗରାଇ ବ୍ଲକ ଯୋଗୀପୋଡ଼ା ପଞ୍ଚାୟତ କାର୍ଯ୍ୟାଳୟ ଗୋଦାମ ଘରରେ ଶୁକ୍ରବାର ଅପରାହ୍ନରେ ଅଗ୍ନିକାଣ୍ଡ ଘଟିଥିଲା। ଏଥିରେ ଗୋଦାମରେ ରଖାଯାଇଥିବା ୪୦ ବସ୍ତା ପିଡିଏସ ଚାଉଳ ସମ୍ପୂର୍ଣ୍ଣ ପୋଡ଼ି ଯାଇଥିଲା। ସୂଚନା ପାଇ ଦମକଳ ବାହିନୀ ପହଞ୍ଚି ନିଆଁକୁ ଆୟତ୍ତ କରିଥିଲା। ବୈଦ୍ୟୁତିକ ସର୍ଟସର୍କିଟ ଯୋଗୁ ଏହି ଅଗ୍ନିକାଣ୍ଡ ଘଟିଥିବା ଆଶଙ୍କା କରାଯାଉଛି। ପଞ୍ଚାୟତ ସରପଞ୍ଚ, ନିର୍ବାହୀ ଅଧିକାରୀ ଓ ବ୍ଲକ ଅଧିକାରୀ ଘଟଣାସ୍ଥଳରେ ପହଞ୍ଚି ତଦନ୍ତ କରିଥିଲେ। ପ୍ରାୟ ୫୬୦୦୦ଟଙ୍କାର କ୍ଷତି ହୋଇଥିବା ଆକଳନ କରାଯାଇଛି। xyxy=(1075,421,1280,573)
table-cell: 5x4 cm xyxy=(1389,2086,1437,2102)
ad-jobs xyxy=(1312,1250,1494,1486)
portrait xyxy=(86,1154,216,1314)
table-cell: For 30 Days xyxy=(1314,2086,1389,2102)
ad-gold-cash xyxy=(760,1250,932,1486)
ad-body: ଓଡ଼ିଶାର ସମସ୍ତ ଜିଲ୍ଲା ପାଇଁ ବ୍ୟବସାୟିକ, ବ୍ୟକ୍ତିଗତ, ଗୃହ ଏବଂ ଶିକ୍ଷା ବିଭାଗ ଋଣ ଦିଆଯାଉଛି। ନିଶୁଳ୍କ ୭ ଦିନରେ ଦିଆଯିବ। xyxy=(765,1768,923,1818)
table-cell: 10x4 cm xyxy=(1389,2038,1437,2054)
ad-phone: 9068296909 xyxy=(785,1669,907,1693)
tariff-table xyxy=(1313,1973,1493,2118)
lead-byline: ମାନସ ବିଶ୍ୱାଳ xyxy=(290,232,348,243)
ad-body: ଶ୍ରୀରାମ ଜମା ଯୋଜନା ଲିମିଟେଡ ସ୍ୱୀକୃତି ପ୍ରାପ୍ତ କମ୍ପାନୀ ଦ୍ୱାରା ମାର୍କେଟିଂ, ଆଧାରକାର୍ଡ, ଲୁଣି, ଫାଇନାନ୍ସ ଲୋନ xyxy=(1131,1998,1291,2035)
register-mark xyxy=(1100,2314,1114,2326)
table-cell: For 15 Days xyxy=(1314,2054,1389,2070)
govt-ad-title1: ମହାନ ସ୍ୱାଧୀନତା ସଂଗ୍ରାମୀ ତଥା ପୂର୍ବତନ xyxy=(327,1278,653,1302)
govt-ad-ref: 15001/13/0038/1819 xyxy=(16,2280,122,2291)
classified-bar xyxy=(756,1224,1494,1242)
